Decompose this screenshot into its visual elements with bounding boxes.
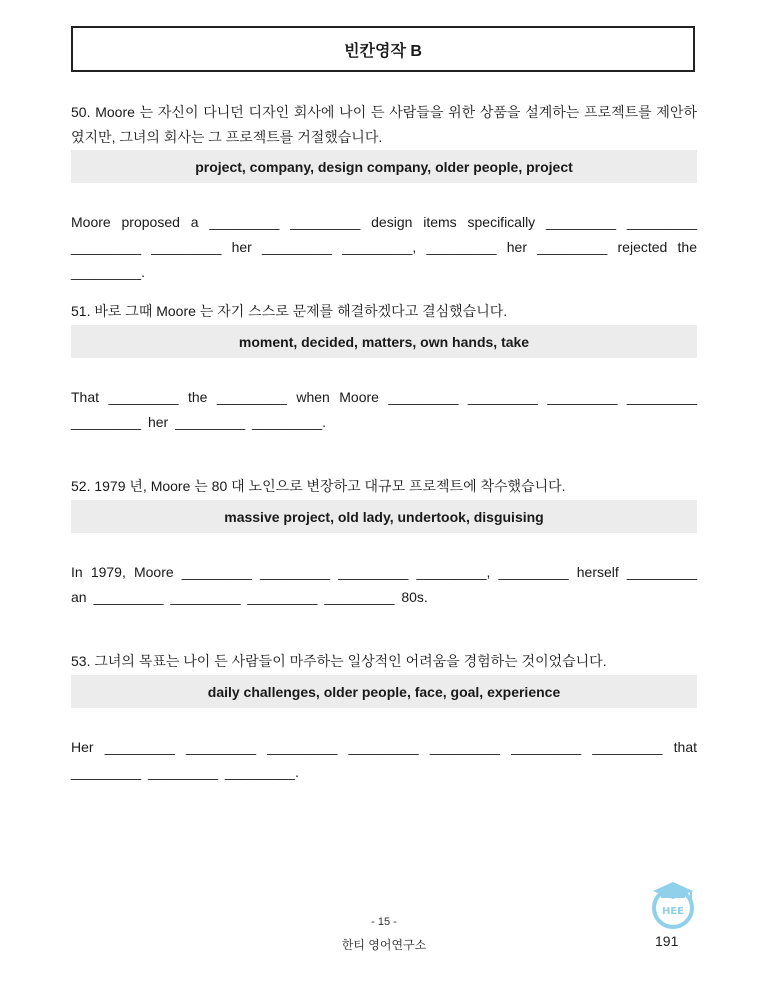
question-51-word-bank: moment, decided, matters, own hands, take bbox=[71, 325, 697, 358]
question-50-word-bank: project, company, design company, older people, project bbox=[71, 150, 697, 183]
page-title: 빈칸영작 B bbox=[71, 26, 695, 72]
question-53-answer: Her _________ _________ _________ _________ _________ _________ _________ that _________ _________ _________. bbox=[71, 739, 697, 780]
question-52-answer: In 1979, Moore _________ _________ _________ _________, _________ herself _________ an _________ _________ _________ _________ 80s. bbox=[71, 564, 697, 605]
question-51-answer: That _________ the _________ when Moore _________ _________ _________ _________ _________ her _________ _________. bbox=[71, 389, 697, 430]
question-53-word-bank: daily challenges, older people, face, goal, experience bbox=[71, 675, 697, 708]
question-50-answer: Moore proposed a _________ _________ design items specifically _________ _________ _________ _________ her _________ _________, _________ her _________ rejected the _________. bbox=[71, 214, 697, 280]
question-50-prompt: 50. Moore 는 자신이 다니던 디자인 회사에 나이 든 사람들을 위한 상품을 설계하는 프로젝트를 제안하였지만, 그녀의 회사는 그 프로젝트를 거절했습니다. bbox=[71, 104, 697, 145]
question-52-word-bank: massive project, old lady, undertook, disguising bbox=[71, 500, 697, 533]
question-53-prompt: 53. 그녀의 목표는 나이 든 사람들이 마주하는 일상적인 어려움을 경험하는 것이었습니다. bbox=[71, 653, 607, 669]
footer-count: 191 bbox=[655, 933, 679, 949]
question-51-prompt: 51. 바로 그때 Moore 는 자기 스스로 문제를 해결하겠다고 결심했습니다. bbox=[71, 303, 508, 319]
page-number: - 15 - bbox=[371, 916, 397, 928]
question-52-prompt: 52. 1979 년, Moore 는 80 대 노인으로 변장하고 대규모 프로젝트에 착수했습니다. bbox=[71, 478, 566, 494]
footer-organization: 한티 영어연구소 bbox=[341, 938, 427, 952]
logo-text: HEE bbox=[661, 906, 685, 917]
